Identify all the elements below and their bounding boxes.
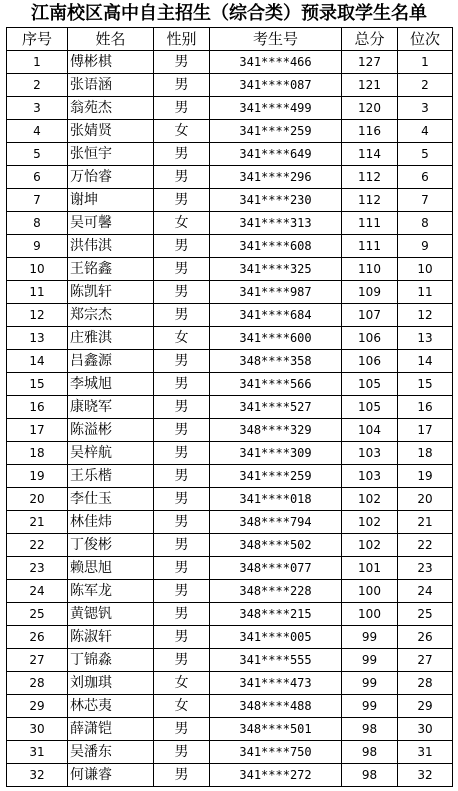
cell-name: 薛潇铠 — [68, 718, 154, 741]
cell-exam-id: 348****501 — [210, 718, 342, 741]
table-row — [7, 74, 453, 97]
cell-index: 4 — [7, 120, 68, 143]
cell-score: 100 — [342, 580, 398, 603]
column-header-gender: 性别 — [154, 28, 210, 51]
cell-exam-id: 341****087 — [210, 74, 342, 97]
cell-score: 116 — [342, 120, 398, 143]
cell-rank: 23 — [398, 557, 453, 580]
cell-index: 19 — [7, 465, 68, 488]
cell-index: 5 — [7, 143, 68, 166]
cell-rank: 13 — [398, 327, 453, 350]
table-row — [7, 557, 453, 580]
cell-rank: 14 — [398, 350, 453, 373]
cell-score: 98 — [342, 718, 398, 741]
cell-gender: 男 — [154, 534, 210, 557]
cell-name: 翁苑杰 — [68, 97, 154, 120]
cell-score: 101 — [342, 557, 398, 580]
table-row — [7, 258, 453, 281]
cell-rank: 32 — [398, 764, 453, 787]
table-row — [7, 442, 453, 465]
cell-gender: 男 — [154, 281, 210, 304]
admission-table — [6, 27, 453, 787]
cell-gender: 男 — [154, 166, 210, 189]
cell-gender: 男 — [154, 465, 210, 488]
cell-gender: 女 — [154, 120, 210, 143]
cell-score: 102 — [342, 488, 398, 511]
cell-exam-id: 341****309 — [210, 442, 342, 465]
cell-rank: 11 — [398, 281, 453, 304]
cell-rank: 24 — [398, 580, 453, 603]
cell-exam-id: 341****325 — [210, 258, 342, 281]
cell-score: 105 — [342, 396, 398, 419]
cell-score: 99 — [342, 649, 398, 672]
table-row — [7, 396, 453, 419]
cell-rank: 21 — [398, 511, 453, 534]
cell-exam-id: 348****358 — [210, 350, 342, 373]
cell-score: 102 — [342, 511, 398, 534]
cell-score: 114 — [342, 143, 398, 166]
cell-name: 康晓军 — [68, 396, 154, 419]
table-row — [7, 373, 453, 396]
table-row — [7, 51, 453, 74]
cell-index: 25 — [7, 603, 68, 626]
table-row — [7, 649, 453, 672]
cell-exam-id: 341****684 — [210, 304, 342, 327]
cell-score: 112 — [342, 166, 398, 189]
cell-name: 张恒宇 — [68, 143, 154, 166]
cell-exam-id: 341****313 — [210, 212, 342, 235]
cell-name: 张语涵 — [68, 74, 154, 97]
cell-gender: 男 — [154, 718, 210, 741]
cell-gender: 男 — [154, 373, 210, 396]
cell-name: 洪伟淇 — [68, 235, 154, 258]
cell-name: 吴梓航 — [68, 442, 154, 465]
cell-rank: 26 — [398, 626, 453, 649]
cell-gender: 男 — [154, 741, 210, 764]
cell-index: 9 — [7, 235, 68, 258]
cell-exam-id: 341****259 — [210, 465, 342, 488]
cell-rank: 4 — [398, 120, 453, 143]
table-row — [7, 120, 453, 143]
header-row — [7, 28, 453, 51]
table-row — [7, 97, 453, 120]
cell-exam-id: 341****499 — [210, 97, 342, 120]
cell-name: 丁俊彬 — [68, 534, 154, 557]
cell-exam-id: 348****077 — [210, 557, 342, 580]
table-row — [7, 327, 453, 350]
table-row — [7, 718, 453, 741]
cell-exam-id: 348****215 — [210, 603, 342, 626]
cell-name: 万怡睿 — [68, 166, 154, 189]
cell-rank: 19 — [398, 465, 453, 488]
cell-name: 郑宗杰 — [68, 304, 154, 327]
cell-index: 18 — [7, 442, 68, 465]
cell-gender: 男 — [154, 419, 210, 442]
cell-score: 106 — [342, 350, 398, 373]
cell-exam-id: 341****750 — [210, 741, 342, 764]
cell-rank: 22 — [398, 534, 453, 557]
cell-gender: 男 — [154, 189, 210, 212]
column-header-exam-id: 考生号 — [210, 28, 342, 51]
cell-gender: 男 — [154, 626, 210, 649]
cell-name: 王乐楷 — [68, 465, 154, 488]
cell-name: 黄锶钒 — [68, 603, 154, 626]
cell-gender: 男 — [154, 488, 210, 511]
cell-score: 104 — [342, 419, 398, 442]
cell-exam-id: 341****608 — [210, 235, 342, 258]
cell-name: 张婧贤 — [68, 120, 154, 143]
cell-score: 99 — [342, 626, 398, 649]
cell-gender: 男 — [154, 580, 210, 603]
cell-exam-id: 341****005 — [210, 626, 342, 649]
cell-name: 何谦睿 — [68, 764, 154, 787]
table-row — [7, 166, 453, 189]
cell-gender: 男 — [154, 51, 210, 74]
cell-name: 刘珈琪 — [68, 672, 154, 695]
cell-name: 林佳炜 — [68, 511, 154, 534]
cell-gender: 男 — [154, 764, 210, 787]
cell-index: 8 — [7, 212, 68, 235]
cell-rank: 1 — [398, 51, 453, 74]
cell-exam-id: 341****987 — [210, 281, 342, 304]
cell-score: 111 — [342, 235, 398, 258]
column-header-rank: 位次 — [398, 28, 453, 51]
cell-index: 27 — [7, 649, 68, 672]
cell-score: 127 — [342, 51, 398, 74]
cell-index: 20 — [7, 488, 68, 511]
cell-name: 林芯夷 — [68, 695, 154, 718]
cell-score: 111 — [342, 212, 398, 235]
cell-score: 112 — [342, 189, 398, 212]
cell-rank: 10 — [398, 258, 453, 281]
cell-score: 99 — [342, 672, 398, 695]
cell-rank: 5 — [398, 143, 453, 166]
table-row — [7, 212, 453, 235]
cell-name: 庄雅淇 — [68, 327, 154, 350]
cell-exam-id: 341****230 — [210, 189, 342, 212]
cell-rank: 8 — [398, 212, 453, 235]
cell-rank: 6 — [398, 166, 453, 189]
cell-gender: 男 — [154, 511, 210, 534]
table-row — [7, 672, 453, 695]
column-header-index: 序号 — [7, 28, 68, 51]
cell-index: 26 — [7, 626, 68, 649]
cell-score: 107 — [342, 304, 398, 327]
table-row — [7, 304, 453, 327]
column-header-name: 姓名 — [68, 28, 154, 51]
cell-gender: 男 — [154, 74, 210, 97]
table-row — [7, 281, 453, 304]
table-row — [7, 189, 453, 212]
cell-exam-id: 341****466 — [210, 51, 342, 74]
cell-exam-id: 341****473 — [210, 672, 342, 695]
cell-index: 6 — [7, 166, 68, 189]
cell-score: 102 — [342, 534, 398, 557]
table-row — [7, 626, 453, 649]
cell-exam-id: 341****600 — [210, 327, 342, 350]
cell-name: 陈凯轩 — [68, 281, 154, 304]
cell-gender: 男 — [154, 235, 210, 258]
cell-rank: 29 — [398, 695, 453, 718]
cell-index: 31 — [7, 741, 68, 764]
cell-gender: 女 — [154, 695, 210, 718]
cell-index: 21 — [7, 511, 68, 534]
cell-name: 王铭鑫 — [68, 258, 154, 281]
table-row — [7, 741, 453, 764]
cell-index: 16 — [7, 396, 68, 419]
cell-name: 陈淑轩 — [68, 626, 154, 649]
cell-index: 32 — [7, 764, 68, 787]
cell-rank: 20 — [398, 488, 453, 511]
cell-rank: 25 — [398, 603, 453, 626]
cell-exam-id: 341****296 — [210, 166, 342, 189]
cell-name: 傅彬棋 — [68, 51, 154, 74]
cell-gender: 男 — [154, 97, 210, 120]
cell-index: 23 — [7, 557, 68, 580]
cell-index: 24 — [7, 580, 68, 603]
cell-gender: 男 — [154, 603, 210, 626]
cell-exam-id: 341****018 — [210, 488, 342, 511]
cell-index: 14 — [7, 350, 68, 373]
cell-index: 28 — [7, 672, 68, 695]
cell-name: 吴潘东 — [68, 741, 154, 764]
cell-gender: 女 — [154, 672, 210, 695]
table-row — [7, 603, 453, 626]
cell-exam-id: 348****502 — [210, 534, 342, 557]
cell-name: 陈军龙 — [68, 580, 154, 603]
cell-index: 11 — [7, 281, 68, 304]
cell-gender: 男 — [154, 442, 210, 465]
table-row — [7, 465, 453, 488]
cell-rank: 31 — [398, 741, 453, 764]
table-row — [7, 580, 453, 603]
cell-index: 12 — [7, 304, 68, 327]
cell-index: 17 — [7, 419, 68, 442]
cell-gender: 女 — [154, 212, 210, 235]
cell-gender: 男 — [154, 304, 210, 327]
cell-index: 29 — [7, 695, 68, 718]
cell-gender: 女 — [154, 327, 210, 350]
cell-gender: 男 — [154, 143, 210, 166]
cell-score: 105 — [342, 373, 398, 396]
cell-gender: 男 — [154, 396, 210, 419]
cell-score: 106 — [342, 327, 398, 350]
cell-score: 121 — [342, 74, 398, 97]
table-row — [7, 488, 453, 511]
cell-rank: 30 — [398, 718, 453, 741]
table-row — [7, 511, 453, 534]
cell-exam-id: 341****272 — [210, 764, 342, 787]
cell-index: 3 — [7, 97, 68, 120]
cell-score: 98 — [342, 741, 398, 764]
cell-index: 30 — [7, 718, 68, 741]
cell-exam-id: 341****259 — [210, 120, 342, 143]
cell-name: 李城旭 — [68, 373, 154, 396]
cell-name: 李仕玉 — [68, 488, 154, 511]
cell-score: 109 — [342, 281, 398, 304]
table-row — [7, 764, 453, 787]
table-row — [7, 235, 453, 258]
cell-score: 99 — [342, 695, 398, 718]
cell-score: 110 — [342, 258, 398, 281]
cell-gender: 男 — [154, 649, 210, 672]
cell-name: 吕鑫源 — [68, 350, 154, 373]
cell-gender: 男 — [154, 258, 210, 281]
cell-score: 120 — [342, 97, 398, 120]
cell-rank: 15 — [398, 373, 453, 396]
cell-rank: 2 — [398, 74, 453, 97]
cell-name: 丁锦淼 — [68, 649, 154, 672]
cell-exam-id: 341****527 — [210, 396, 342, 419]
cell-exam-id: 348****329 — [210, 419, 342, 442]
cell-rank: 27 — [398, 649, 453, 672]
cell-rank: 28 — [398, 672, 453, 695]
cell-gender: 男 — [154, 557, 210, 580]
cell-exam-id: 341****555 — [210, 649, 342, 672]
table-row — [7, 419, 453, 442]
cell-exam-id: 348****488 — [210, 695, 342, 718]
table-row — [7, 695, 453, 718]
cell-rank: 16 — [398, 396, 453, 419]
cell-index: 13 — [7, 327, 68, 350]
cell-index: 1 — [7, 51, 68, 74]
cell-name: 吴可馨 — [68, 212, 154, 235]
cell-exam-id: 348****794 — [210, 511, 342, 534]
cell-rank: 18 — [398, 442, 453, 465]
column-header-score: 总分 — [342, 28, 398, 51]
table-row — [7, 143, 453, 166]
cell-score: 103 — [342, 442, 398, 465]
page-title: 江南校区高中自主招生（综合类）预录取学生名单 — [31, 3, 427, 24]
cell-index: 15 — [7, 373, 68, 396]
cell-name: 赖思旭 — [68, 557, 154, 580]
cell-score: 98 — [342, 764, 398, 787]
cell-gender: 男 — [154, 350, 210, 373]
cell-exam-id: 348****228 — [210, 580, 342, 603]
cell-index: 7 — [7, 189, 68, 212]
cell-name: 陈溢彬 — [68, 419, 154, 442]
cell-exam-id: 341****649 — [210, 143, 342, 166]
cell-index: 2 — [7, 74, 68, 97]
table-row — [7, 534, 453, 557]
cell-index: 22 — [7, 534, 68, 557]
cell-rank: 9 — [398, 235, 453, 258]
cell-exam-id: 341****566 — [210, 373, 342, 396]
cell-rank: 7 — [398, 189, 453, 212]
cell-rank: 17 — [398, 419, 453, 442]
cell-score: 103 — [342, 465, 398, 488]
cell-rank: 3 — [398, 97, 453, 120]
table-row — [7, 350, 453, 373]
cell-index: 10 — [7, 258, 68, 281]
cell-rank: 12 — [398, 304, 453, 327]
cell-name: 谢坤 — [68, 189, 154, 212]
cell-score: 100 — [342, 603, 398, 626]
